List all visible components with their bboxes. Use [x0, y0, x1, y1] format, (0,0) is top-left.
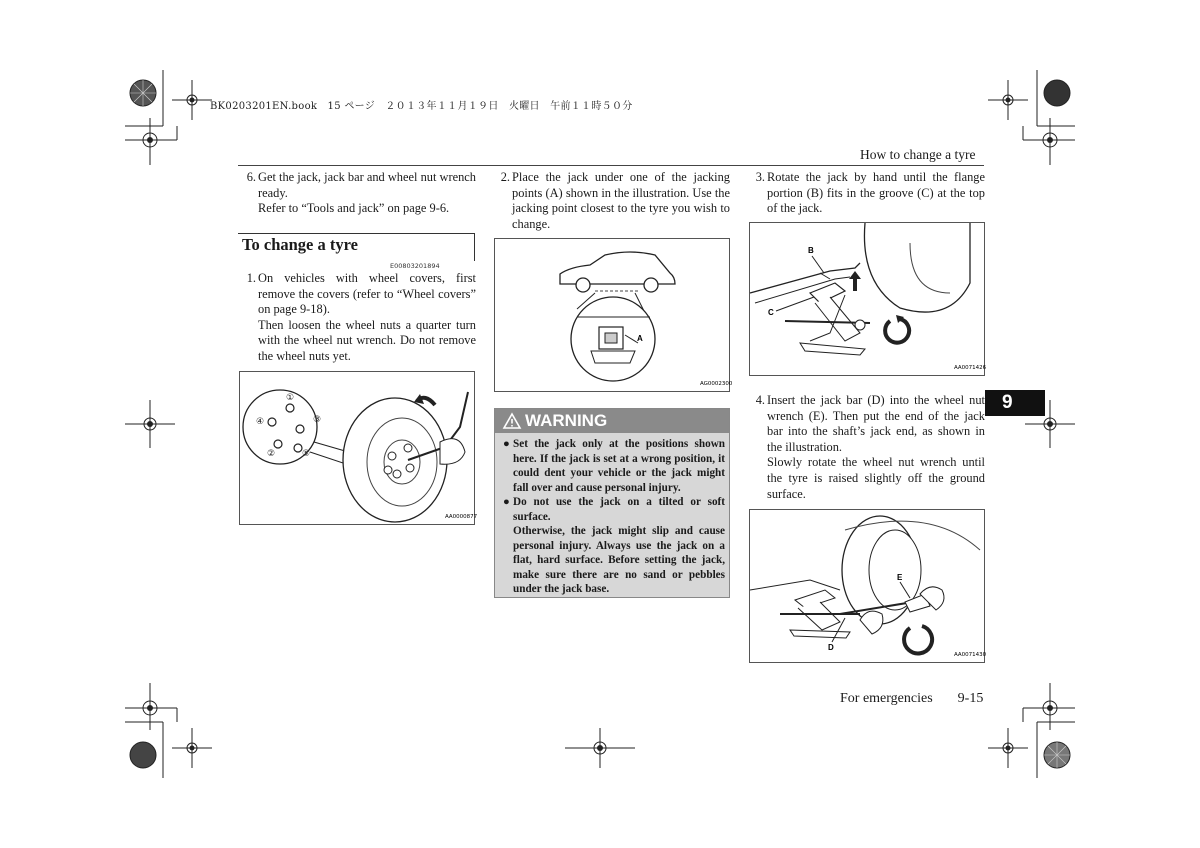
nut-label-3: ③ — [313, 415, 322, 425]
step-1 — [240, 271, 476, 318]
page-number: 9-15 — [957, 691, 984, 706]
warning-text: Do not use the jack on a tilted or soft surface. — [513, 496, 725, 523]
step-number: 2. — [500, 170, 510, 184]
wheel-nut-illustration — [240, 372, 478, 524]
bullet-dot-icon: ● — [503, 438, 510, 450]
middle-column — [494, 170, 730, 232]
figure-label-c: C — [768, 308, 774, 317]
figure-code: AA0000877 — [445, 514, 478, 520]
figure-label-d: D — [828, 643, 834, 652]
warning-bullet — [503, 437, 725, 495]
warning-body — [495, 433, 729, 597]
page-footer — [840, 691, 983, 707]
warning-header — [495, 409, 729, 433]
warning-text: Set the jack only at the positions shown here. If the jack is set at a wrong position, it could dent your vehicle or the jack might fall over and cause personal injury. — [513, 438, 725, 494]
step-4 — [749, 393, 985, 455]
header-rule — [238, 165, 984, 166]
step-text: Get the jack, jack bar and wheel nut wrench ready. — [258, 170, 476, 200]
wheel-nut-figure — [239, 371, 478, 525]
figure-code: AA0071426 — [954, 365, 987, 371]
step-number: 3. — [755, 170, 765, 184]
jack-bar-figure — [749, 509, 985, 663]
step-6 — [240, 170, 476, 201]
step-number: 4. — [755, 393, 765, 407]
print-header: BK0203201EN.book 15 ページ ２０１３年１１月１９日 火曜日 午前１１時５０分 — [210, 101, 633, 112]
left-column — [240, 170, 476, 217]
step-number: 6. — [246, 170, 256, 184]
jack-flange-figure — [749, 222, 985, 376]
left-column-step1 — [240, 271, 476, 365]
nut-label-1: ① — [286, 393, 295, 403]
step-text: Rotate the jack by hand until the flange portion (B) fits in the groove (C) at the top of the jack. — [767, 170, 985, 216]
bullet-dot-icon: ● — [503, 496, 510, 508]
step-reference: Refer to “Tools and jack” on page 9-6. — [258, 201, 450, 216]
right-column-step3 — [749, 170, 985, 217]
figure-code: AG0002300 — [700, 381, 733, 387]
warning-bullet — [503, 495, 725, 524]
step-text: Insert the jack bar (D) into the wheel nut wrench (E). Then put the end of the jack bar into the shaft’s jack end, as shown in the illustration. — [767, 393, 985, 454]
nut-label-5: ⑤ — [302, 449, 311, 459]
right-column-step4 — [749, 393, 985, 502]
figure-code: AA0071430 — [954, 652, 987, 658]
nut-label-4: ④ — [256, 417, 265, 427]
step-2 — [494, 170, 730, 232]
step-continuation: Then loosen the wheel nuts a quarter turn with the wheel nut wrench. Do not remove the wheel nuts yet. — [258, 317, 476, 363]
warning-triangle-icon — [503, 413, 521, 429]
section-code: E00803201894 — [390, 262, 440, 270]
jacking-point-illustration — [495, 239, 733, 391]
figure-label-b: B — [808, 246, 814, 255]
section-title: To change a tyre — [242, 235, 358, 254]
step-text: On vehicles with wheel covers, first remove the covers (refer to “Wheel covers” on page 9-18). — [258, 271, 476, 317]
figure-label-e: E — [897, 573, 903, 582]
warning-title: WARNING — [525, 411, 608, 430]
step-3 — [749, 170, 985, 217]
step-text: Place the jack under one of the jacking points (A) shown in the illustration. Use the jacking point closest to the tyre you wish to change. — [512, 170, 730, 231]
warning-continuation: Otherwise, the jack might slip and cause personal injury. Always use the jack on a flat, hard surface. Before setting the jack, make sure there are no sand or pebbles under the jack base. — [513, 525, 725, 595]
step-continuation: Slowly rotate the wheel nut wrench until the tyre is raised slightly off the ground surface. — [767, 455, 985, 501]
running-head: How to change a tyre — [860, 147, 976, 162]
chapter-tab: 9 — [985, 390, 1045, 416]
footer-section: For emergencies — [840, 691, 933, 706]
jack-bar-illustration — [750, 510, 987, 662]
figure-label-a: A — [637, 334, 643, 343]
step-number: 1. — [246, 271, 256, 285]
nut-label-2: ② — [267, 449, 276, 459]
jacking-point-figure — [494, 238, 733, 392]
warning-box — [494, 408, 730, 598]
jack-flange-illustration — [750, 223, 987, 375]
